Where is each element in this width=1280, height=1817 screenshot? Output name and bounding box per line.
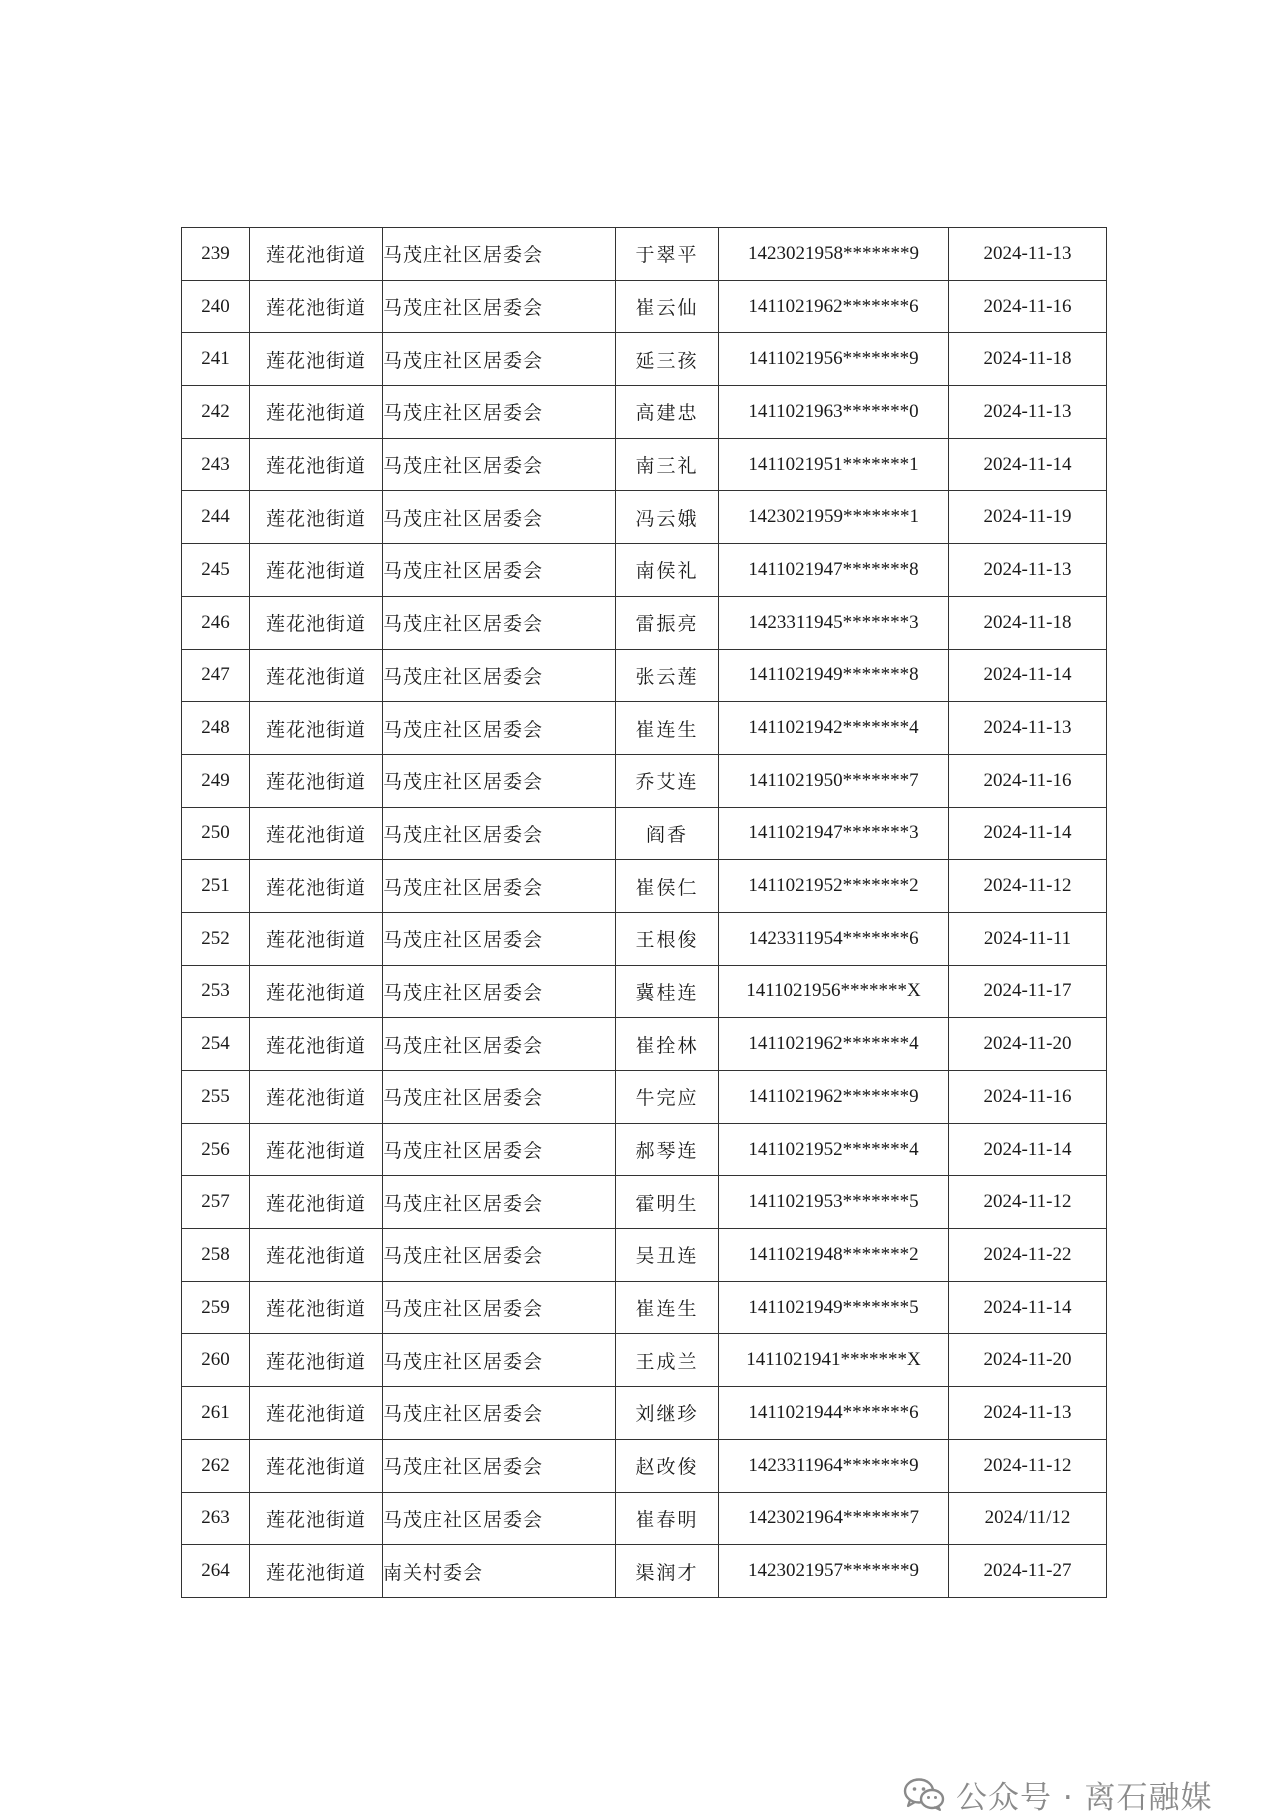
cell-street: 莲花池街道 [250,649,383,702]
cell-id-number: 1411021952*******2 [719,860,949,913]
wechat-icon [902,1776,946,1812]
cell-date: 2024-11-12 [949,860,1107,913]
table-row [182,860,1107,913]
table-row [182,1229,1107,1282]
table-row [182,754,1107,807]
cell-date: 2024-11-13 [949,228,1107,281]
cell-street: 莲花池街道 [250,1229,383,1282]
cell-street: 莲花池街道 [250,280,383,333]
cell-id-number: 1411021962*******9 [719,1071,949,1124]
cell-community: 马茂庄社区居委会 [383,807,616,860]
cell-name: 南侯礼 [616,544,719,597]
cell-name: 牛完应 [616,1071,719,1124]
cell-street: 莲花池街道 [250,702,383,755]
cell-serial-number: 242 [182,386,250,439]
table-row [182,1545,1107,1598]
table-row [182,1071,1107,1124]
table-row [182,649,1107,702]
table-row [182,228,1107,281]
cell-id-number: 1411021942*******4 [719,702,949,755]
cell-date: 2024-11-14 [949,1281,1107,1334]
cell-id-number: 1411021948*******2 [719,1229,949,1282]
cell-community: 马茂庄社区居委会 [383,333,616,386]
cell-date: 2024-11-12 [949,1176,1107,1229]
cell-name: 崔春明 [616,1492,719,1545]
cell-community: 马茂庄社区居委会 [383,596,616,649]
cell-street: 莲花池街道 [250,386,383,439]
cell-street: 莲花池街道 [250,438,383,491]
cell-date: 2024-11-11 [949,912,1107,965]
cell-name: 霍明生 [616,1176,719,1229]
cell-date: 2024-11-14 [949,807,1107,860]
cell-id-number: 1423311964*******9 [719,1439,949,1492]
cell-name: 崔云仙 [616,280,719,333]
cell-id-number: 1411021951*******1 [719,438,949,491]
cell-street: 莲花池街道 [250,1123,383,1176]
cell-date: 2024-11-14 [949,438,1107,491]
cell-id-number: 1411021949*******5 [719,1281,949,1334]
roster-table-body [182,228,1107,1598]
cell-street: 莲花池街道 [250,1176,383,1229]
cell-street: 莲花池街道 [250,333,383,386]
cell-id-number: 1411021947*******3 [719,807,949,860]
cell-name: 王成兰 [616,1334,719,1387]
cell-id-number: 1411021962*******4 [719,1018,949,1071]
table-row [182,544,1107,597]
table-row [182,1176,1107,1229]
cell-serial-number: 263 [182,1492,250,1545]
cell-id-number: 1411021947*******8 [719,544,949,597]
cell-id-number: 1411021944*******6 [719,1387,949,1440]
cell-date: 2024-11-12 [949,1439,1107,1492]
cell-street: 莲花池街道 [250,1071,383,1124]
cell-serial-number: 261 [182,1387,250,1440]
cell-serial-number: 260 [182,1334,250,1387]
cell-id-number: 1423021958*******9 [719,228,949,281]
cell-street: 莲花池街道 [250,491,383,544]
table-row [182,280,1107,333]
cell-street: 莲花池街道 [250,1334,383,1387]
cell-community: 马茂庄社区居委会 [383,912,616,965]
cell-date: 2024-11-13 [949,1387,1107,1440]
cell-date: 2024-11-22 [949,1229,1107,1282]
cell-id-number: 1411021952*******4 [719,1123,949,1176]
cell-id-number: 1411021950*******7 [719,754,949,807]
cell-name: 冯云娥 [616,491,719,544]
cell-date: 2024-11-14 [949,649,1107,702]
cell-id-number: 1423021957*******9 [719,1545,949,1598]
cell-community: 马茂庄社区居委会 [383,491,616,544]
cell-community: 马茂庄社区居委会 [383,386,616,439]
cell-date: 2024-11-20 [949,1018,1107,1071]
cell-serial-number: 251 [182,860,250,913]
cell-date: 2024-11-19 [949,491,1107,544]
cell-community: 马茂庄社区居委会 [383,1387,616,1440]
table-row [182,491,1107,544]
cell-serial-number: 245 [182,544,250,597]
cell-community: 马茂庄社区居委会 [383,228,616,281]
cell-serial-number: 243 [182,438,250,491]
cell-name: 延三孩 [616,333,719,386]
cell-name: 郝琴连 [616,1123,719,1176]
cell-serial-number: 239 [182,228,250,281]
cell-street: 莲花池街道 [250,860,383,913]
cell-date: 2024-11-27 [949,1545,1107,1598]
cell-serial-number: 240 [182,280,250,333]
cell-name: 赵改俊 [616,1439,719,1492]
cell-date: 2024-11-13 [949,386,1107,439]
cell-name: 阎香 [616,807,719,860]
cell-community: 马茂庄社区居委会 [383,438,616,491]
cell-serial-number: 254 [182,1018,250,1071]
cell-street: 莲花池街道 [250,596,383,649]
table-row [182,333,1107,386]
cell-name: 刘继珍 [616,1387,719,1440]
cell-id-number: 1411021949*******8 [719,649,949,702]
cell-serial-number: 256 [182,1123,250,1176]
roster-table [181,227,1107,1598]
cell-community: 南关村委会 [383,1545,616,1598]
cell-street: 莲花池街道 [250,912,383,965]
cell-community: 马茂庄社区居委会 [383,754,616,807]
cell-id-number: 1423311945*******3 [719,596,949,649]
cell-date: 2024-11-13 [949,544,1107,597]
cell-name: 崔拴林 [616,1018,719,1071]
cell-serial-number: 248 [182,702,250,755]
cell-serial-number: 253 [182,965,250,1018]
cell-date: 2024-11-20 [949,1334,1107,1387]
cell-date: 2024-11-16 [949,1071,1107,1124]
cell-community: 马茂庄社区居委会 [383,1334,616,1387]
table-row [182,1334,1107,1387]
table-row [182,1492,1107,1545]
cell-id-number: 1411021956*******X [719,965,949,1018]
cell-id-number: 1411021962*******6 [719,280,949,333]
table-row [182,965,1107,1018]
table-row [182,1439,1107,1492]
cell-name: 高建忠 [616,386,719,439]
cell-name: 吴丑连 [616,1229,719,1282]
table-row [182,702,1107,755]
cell-community: 马茂庄社区居委会 [383,544,616,597]
cell-serial-number: 262 [182,1439,250,1492]
cell-name: 冀桂连 [616,965,719,1018]
table-row [182,912,1107,965]
table-row [182,1281,1107,1334]
cell-id-number: 1411021941*******X [719,1334,949,1387]
cell-name: 崔连生 [616,1281,719,1334]
cell-date: 2024-11-18 [949,333,1107,386]
cell-date: 2024-11-13 [949,702,1107,755]
cell-date: 2024-11-16 [949,280,1107,333]
cell-street: 莲花池街道 [250,1018,383,1071]
cell-id-number: 1423311954*******6 [719,912,949,965]
cell-street: 莲花池街道 [250,228,383,281]
cell-street: 莲花池街道 [250,1281,383,1334]
cell-serial-number: 252 [182,912,250,965]
cell-community: 马茂庄社区居委会 [383,702,616,755]
cell-date: 2024-11-16 [949,754,1107,807]
cell-street: 莲花池街道 [250,1439,383,1492]
cell-date: 2024-11-17 [949,965,1107,1018]
watermark-text: 公众号 · 离石融媒 [956,1779,1213,1816]
table-row [182,1123,1107,1176]
cell-community: 马茂庄社区居委会 [383,280,616,333]
cell-name: 乔艾连 [616,754,719,807]
cell-serial-number: 246 [182,596,250,649]
cell-id-number: 1423021964*******7 [719,1492,949,1545]
table-row [182,438,1107,491]
cell-street: 莲花池街道 [250,1387,383,1440]
cell-serial-number: 247 [182,649,250,702]
cell-community: 马茂庄社区居委会 [383,1176,616,1229]
table-row [182,1018,1107,1071]
cell-name: 王根俊 [616,912,719,965]
watermark [902,1772,1213,1816]
cell-name: 崔连生 [616,702,719,755]
cell-serial-number: 249 [182,754,250,807]
document-page [181,227,1106,1598]
cell-street: 莲花池街道 [250,807,383,860]
cell-serial-number: 255 [182,1071,250,1124]
cell-name: 雷振亮 [616,596,719,649]
cell-street: 莲花池街道 [250,1545,383,1598]
cell-street: 莲花池街道 [250,1492,383,1545]
cell-community: 马茂庄社区居委会 [383,1492,616,1545]
table-row [182,596,1107,649]
table-row [182,386,1107,439]
cell-date: 2024-11-18 [949,596,1107,649]
table-row [182,807,1107,860]
cell-name: 于翠平 [616,228,719,281]
cell-community: 马茂庄社区居委会 [383,1229,616,1282]
cell-community: 马茂庄社区居委会 [383,965,616,1018]
cell-id-number: 1411021953*******5 [719,1176,949,1229]
cell-id-number: 1411021963*******0 [719,386,949,439]
cell-community: 马茂庄社区居委会 [383,1281,616,1334]
cell-community: 马茂庄社区居委会 [383,1439,616,1492]
cell-serial-number: 257 [182,1176,250,1229]
cell-street: 莲花池街道 [250,754,383,807]
cell-community: 马茂庄社区居委会 [383,649,616,702]
cell-community: 马茂庄社区居委会 [383,860,616,913]
cell-community: 马茂庄社区居委会 [383,1071,616,1124]
table-row [182,1387,1107,1440]
cell-name: 崔侯仁 [616,860,719,913]
cell-community: 马茂庄社区居委会 [383,1123,616,1176]
cell-community: 马茂庄社区居委会 [383,1018,616,1071]
cell-street: 莲花池街道 [250,965,383,1018]
cell-street: 莲花池街道 [250,544,383,597]
cell-serial-number: 241 [182,333,250,386]
cell-serial-number: 258 [182,1229,250,1282]
cell-date: 2024/11/12 [949,1492,1107,1545]
cell-serial-number: 244 [182,491,250,544]
cell-name: 张云莲 [616,649,719,702]
cell-serial-number: 264 [182,1545,250,1598]
cell-serial-number: 259 [182,1281,250,1334]
cell-date: 2024-11-14 [949,1123,1107,1176]
cell-name: 渠润才 [616,1545,719,1598]
cell-name: 南三礼 [616,438,719,491]
cell-id-number: 1411021956*******9 [719,333,949,386]
cell-serial-number: 250 [182,807,250,860]
cell-id-number: 1423021959*******1 [719,491,949,544]
